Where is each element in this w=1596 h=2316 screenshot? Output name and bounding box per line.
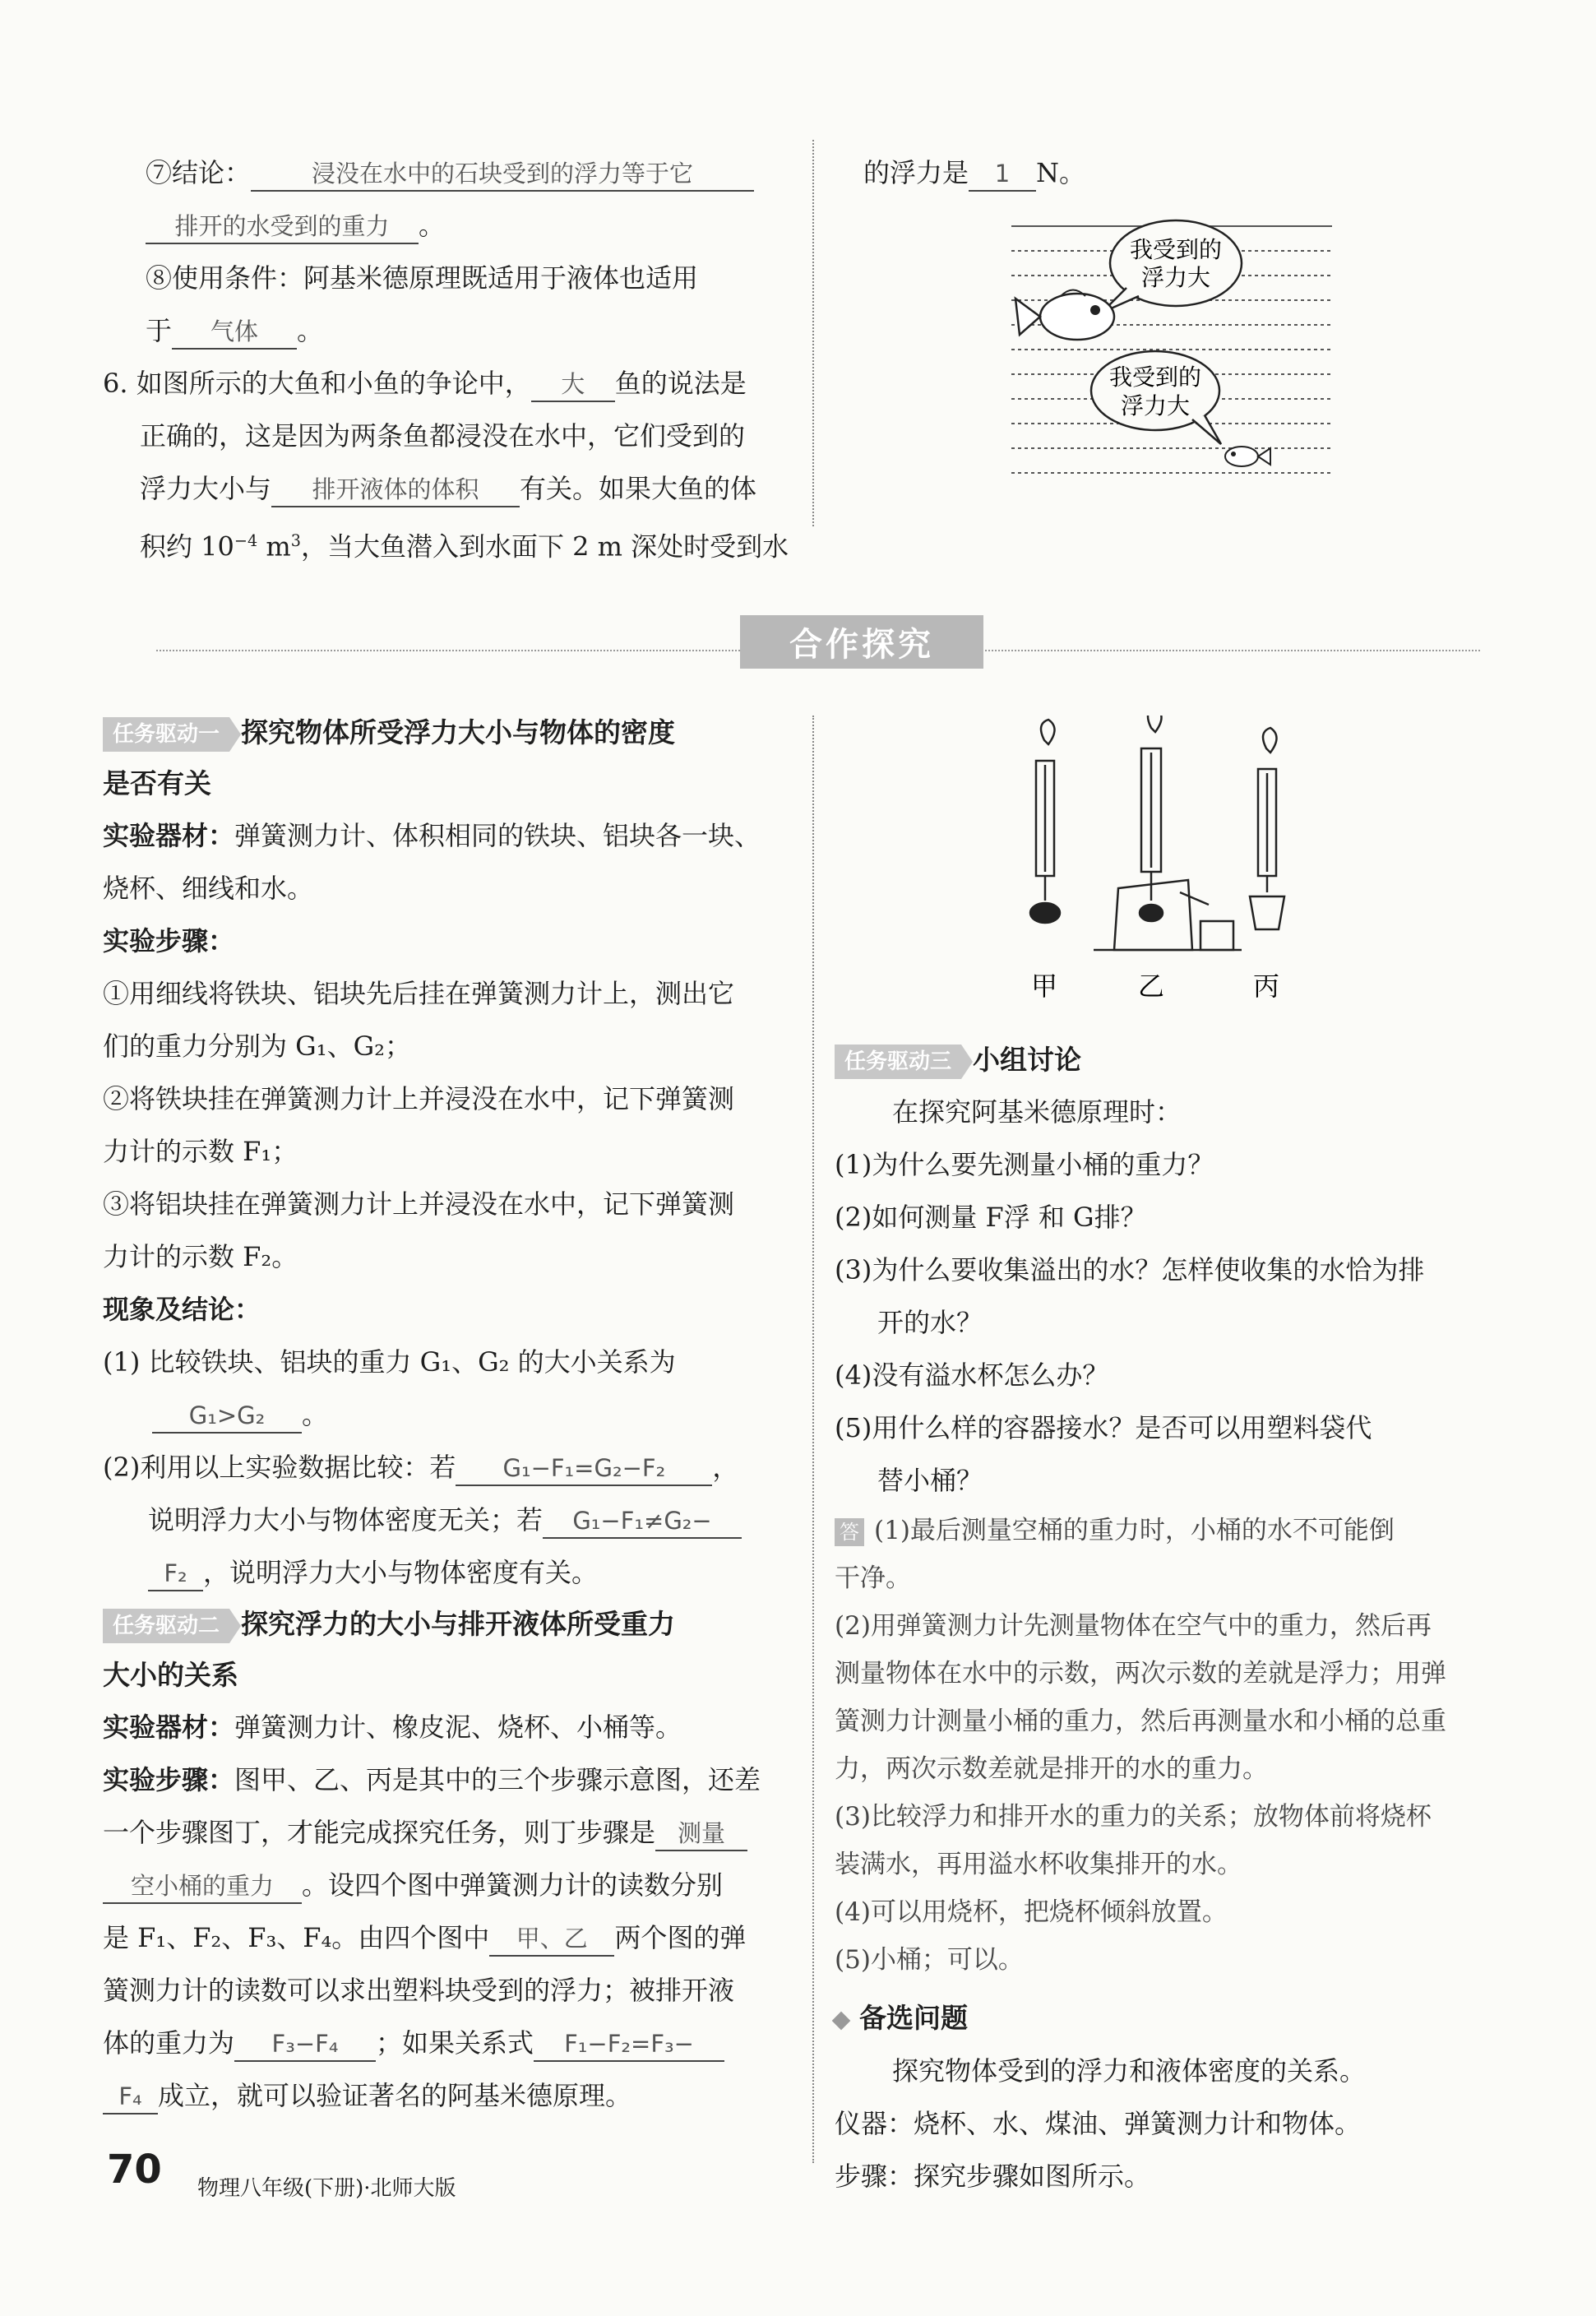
answer-blank: 1	[969, 157, 1036, 192]
answer-blank: 排开液体的体积	[271, 473, 520, 507]
spring-scale-jia	[1030, 720, 1060, 923]
bubble-small-line2: 浮力大	[1120, 392, 1191, 419]
label-bing: 丙	[1252, 970, 1280, 1002]
text: 一个步骤图丁，才能完成探究任务，则丁步骤是	[103, 1817, 656, 1848]
task1-result-label: 现象及结论：	[103, 1294, 261, 1325]
exp: 3	[290, 531, 301, 550]
answer-blank: 浸没在水中的石块受到的浮力等于它	[251, 157, 754, 192]
task1-r2-3	[103, 1546, 793, 1599]
book-title: 物理八年级(下册)·北师大版	[197, 2176, 456, 2201]
text: N。	[1036, 157, 1086, 188]
task1-r2-2	[103, 1494, 793, 1546]
section-title-band	[156, 609, 1480, 674]
answer-blank: F₄	[103, 2080, 158, 2115]
label: 实验步骤：	[103, 1764, 235, 1795]
task1-step2-2: 力计的示数 F₁；	[103, 1136, 298, 1167]
task1-r1: (1) 比较铁块、铝块的重力 G₁、G₂ 的大小关系为	[103, 1346, 676, 1378]
task1-step3-2: 力计的示数 F₂。	[103, 1241, 298, 1272]
task1-tag: 任务驱动一	[103, 717, 229, 752]
task2-p3	[103, 1859, 793, 1911]
section-title: 合作探究	[740, 615, 983, 669]
top-right-block	[863, 146, 1546, 199]
task3-a2-2: 测量物体在水中的示数，两次示数的差就是浮力；用弹	[835, 1659, 1446, 1688]
text: (1)最后测量空桶的重力时，小桶的水不可能倒	[874, 1516, 1395, 1545]
fish-illustration	[1003, 218, 1349, 489]
task3-tag: 任务驱动三	[835, 1045, 961, 1079]
task1-steps-label: 实验步骤：	[103, 925, 235, 957]
task1-r2	[103, 1441, 793, 1494]
task3-a2-3: 簧测力计测量小桶的重力，然后再测量水和小桶的总重	[835, 1707, 1446, 1736]
punct: 。	[302, 1399, 329, 1430]
text: 浮力大小与	[140, 473, 272, 504]
task1-step1: ①用细线将铁块、铝块先后挂在弹簧测力计上，测出它	[103, 978, 735, 1009]
answer-tag: 答	[835, 1518, 864, 1546]
answer-blank: 空小桶的重力	[103, 1869, 302, 1904]
task3-q5-2: 替小桶？	[877, 1465, 983, 1496]
answer-blank: G₁−F₁≠G₂−	[543, 1504, 742, 1539]
task3-a1	[835, 1507, 1517, 1554]
task1-r1-2	[103, 1388, 793, 1441]
text: 图甲、乙、丙是其中的三个步骤示意图，还差	[234, 1764, 761, 1795]
task1-equip-2: 烧杯、细线和水。	[103, 873, 314, 904]
task3-title: 小组讨论	[973, 1044, 1082, 1076]
left-main-column	[103, 707, 793, 2122]
label-jia: 甲	[1030, 970, 1058, 1002]
exp: −4	[234, 531, 258, 550]
task3-a3: (3)比较浮力和排开水的重力的关系；放物体前将烧杯	[835, 1802, 1432, 1832]
answer-blank: F₃−F₄	[234, 2027, 376, 2062]
q6-line-4	[103, 515, 793, 573]
task2-steps	[103, 1753, 793, 1806]
bubble-big-line2: 浮力大	[1140, 264, 1211, 291]
text: ，当大鱼潜入到水面下 2 m 深处时受到水	[300, 530, 789, 563]
condition-line-2	[103, 304, 793, 357]
task2-p6	[103, 2017, 793, 2069]
text: ，说明浮力大小与物体密度有关。	[203, 1557, 599, 1588]
answer-blank: 甲、乙	[489, 1922, 614, 1957]
task3-a2-4: 力，两次示数差就是排开的水的重力。	[835, 1754, 1268, 1784]
task3-q3-2: 开的水？	[877, 1307, 983, 1338]
answer-blank: G₁−F₁=G₂−F₂	[456, 1452, 712, 1486]
task3-heading	[835, 1035, 1517, 1086]
answer-blank: 大	[531, 368, 615, 402]
text: 6. 如图所示的大鱼和小鱼的争论中，	[103, 368, 531, 399]
task2-equip	[103, 1701, 793, 1753]
label-yi: 乙	[1137, 970, 1165, 1002]
task1-step3: ③将铝块挂在弹簧测力计上并浸没在水中，记下弹簧测	[103, 1188, 735, 1220]
text: 有关。如果大鱼的体	[520, 473, 757, 504]
text: 两个图的弹	[614, 1922, 747, 1953]
task3-intro: 在探究阿基米德原理时：	[892, 1096, 1182, 1128]
text: 。设四个图中弹簧测力计的读数分别	[302, 1869, 724, 1901]
task3-a4: (4)可以用烧杯，把烧杯倾斜放置。	[835, 1897, 1228, 1927]
q6-line-3	[103, 462, 793, 515]
q6-continued	[863, 146, 1546, 199]
text: 备选问题	[859, 2002, 968, 2034]
top-left-block	[103, 146, 793, 573]
text: (2)利用以上实验数据比较：若	[103, 1452, 456, 1483]
punct: 。	[297, 315, 324, 346]
label: 实验器材：	[103, 1712, 235, 1743]
alt-heading	[835, 1992, 1517, 2045]
big-fish-icon	[1015, 290, 1114, 340]
small-fish-icon	[1225, 447, 1270, 466]
task2-p2	[103, 1806, 793, 1859]
text: 积约 10	[140, 530, 234, 563]
diamond-icon	[832, 2012, 851, 2031]
task1-step1-2: 们的重力分别为 G₁、G₂；	[103, 1031, 411, 1062]
task1-equip	[103, 809, 793, 862]
text: ；如果关系式	[376, 2027, 534, 2059]
answer-blank: F₁−F₂=F₃−	[534, 2027, 724, 2062]
task3-q1: (1)为什么要先测量小桶的重力？	[835, 1149, 1214, 1180]
page-number: 70	[107, 2147, 162, 2193]
q6-line-2: 正确的，这是因为两条鱼都浸没在水中，它们受到的	[140, 420, 746, 452]
task2-heading	[103, 1599, 793, 1650]
alt-l3: 步骤：探究步骤如图所示。	[835, 2161, 1151, 2192]
task3-q4: (4)没有溢水杯怎么办？	[835, 1359, 1109, 1391]
task3-a3-2: 装满水，再用溢水杯收集排开的水。	[835, 1850, 1242, 1879]
task3-q5: (5)用什么样的容器接水？是否可以用塑料袋代	[835, 1412, 1372, 1443]
task2-title-2: 大小的关系	[103, 1659, 238, 1691]
task3-q3: (3)为什么要收集溢出的水？怎样使收集的水恰为排	[835, 1254, 1425, 1285]
label: ⑦结论：	[146, 157, 252, 188]
column-divider	[812, 140, 814, 526]
q6-line-1	[103, 357, 793, 410]
task2-title: 探究浮力的大小与排开液体所受重力	[241, 1608, 676, 1640]
text: 鱼的说法是	[614, 368, 747, 399]
answer-blank: 测量	[655, 1817, 747, 1851]
bubble-big-line1: 我受到的	[1129, 236, 1223, 263]
task3-a2: (2)用弹簧测力计先测量物体在空气中的重力，然后再	[835, 1611, 1432, 1641]
text: 弹簧测力计、体积相同的铁块、铝块各一块、	[234, 820, 761, 851]
task3-q2: (2)如何测量 F浮 和 G排？	[835, 1202, 1147, 1233]
conclusion-line	[103, 146, 793, 199]
text: 体的重力为	[103, 2027, 235, 2059]
answer-blank: 排开的水受到的重力	[146, 210, 419, 244]
text: 是 F₁、F₂、F₃、F₄。由四个图中	[103, 1922, 490, 1953]
task1-title: 探究物体所受浮力大小与物体的密度	[241, 716, 676, 748]
text: 成立，就可以验证著名的阿基米德原理。	[158, 2080, 632, 2111]
text: 弹簧测力计、橡皮泥、烧杯、小桶等。	[234, 1712, 682, 1743]
answer-blank: G₁>G₂	[152, 1399, 302, 1434]
task2-tag: 任务驱动二	[103, 1609, 229, 1643]
answer-blank: F₂	[148, 1557, 203, 1591]
bubble-small-line1: 我受到的	[1108, 364, 1202, 391]
condition-line: ⑧使用条件：阿基米德原理既适用于液体也适用	[146, 262, 699, 294]
apparatus-figure	[995, 716, 1406, 1012]
task2-p4	[103, 1911, 793, 1964]
label: 实验器材：	[103, 820, 235, 851]
spring-scale-yi	[1094, 716, 1242, 950]
task1-title-2: 是否有关	[103, 767, 211, 799]
alt-l2: 仪器：烧杯、水、煤油、弹簧测力计和物体。	[835, 2108, 1362, 2139]
task1-step2: ②将铁块挂在弹簧测力计上并浸没在水中，记下弹簧测	[103, 1083, 735, 1114]
alt-l1: 探究物体受到的浮力和液体密度的关系。	[892, 2055, 1367, 2087]
task3-a5: (5)小桶；可以。	[835, 1945, 1024, 1975]
answer-blank: 气体	[172, 315, 297, 350]
text: 的浮力是	[863, 157, 969, 188]
right-main-column	[835, 1035, 1517, 2203]
column-divider-main	[812, 716, 814, 2163]
text: m	[257, 530, 291, 563]
text: 于	[146, 315, 173, 346]
conclusion-line-2	[103, 199, 793, 252]
text: 说明浮力大小与物体密度无关；若	[148, 1504, 544, 1536]
task2-p7	[103, 2069, 793, 2122]
task3-a1-2: 干净。	[835, 1563, 911, 1593]
task2-p5: 簧测力计的读数可以求出塑料块受到的浮力；被排开液	[103, 1975, 735, 2006]
punct: 。	[419, 210, 446, 241]
spring-scale-bing	[1250, 728, 1284, 929]
text: ，	[712, 1452, 739, 1483]
task1-heading	[103, 707, 793, 758]
